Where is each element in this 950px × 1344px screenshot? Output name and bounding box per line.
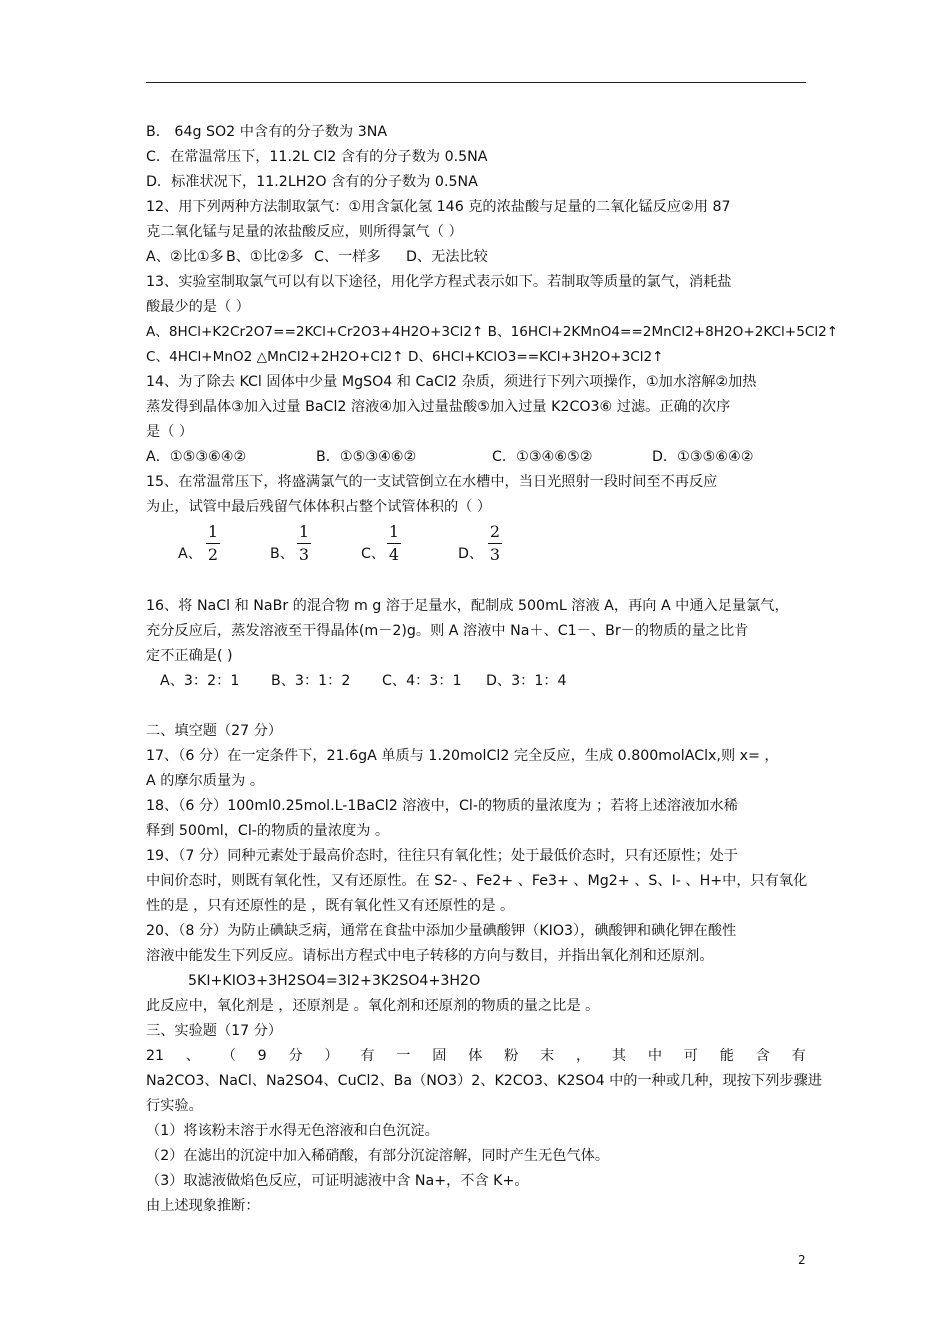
q19-line-1: 19、（7 分）同种元素处于最高价态时，往往只有氧化性；处于最低价态时，只有还原性；处于 bbox=[146, 848, 738, 864]
fraction-bar bbox=[387, 543, 401, 544]
q12-stem-2: 克二氧化锰与足量的浓盐酸反应，则所得氯气（ ） bbox=[146, 224, 463, 240]
q11-option-d: D．标准状况下，11.2LH2O 含有的分子数为 0.5NA bbox=[146, 174, 478, 190]
q20-line-3: 此反应中，氧化剂是 ，还原剂是 。氧化剂和还原剂的物质的量之比是 。 bbox=[146, 998, 600, 1014]
q21-token: 一 bbox=[396, 1048, 411, 1064]
q16-option-b: B、3：1：2 bbox=[271, 673, 351, 689]
q13-options-ab: A、8HCl+K2Cr2O7==2KCl+Cr2O3+4H2O+3Cl2↑ B、16HCl+2KMnO4==2MnCl2+8H2O+2KCl+5Cl2↑ bbox=[146, 324, 839, 340]
q12-option-a: A、②比①多 bbox=[146, 249, 224, 265]
q21-step-2: （2）在滤出的沉淀中加入稀硝酸，有部分沉淀溶解，同时产生无色气体。 bbox=[146, 1148, 610, 1164]
q16-option-d: D、3：1：4 bbox=[486, 673, 567, 689]
q13-stem-1: 13、实验室制取氯气可以有以下途径，用化学方程式表示如下。若制取等质量的氯气，消耗盐 bbox=[146, 274, 732, 290]
q19-line-3: 性的是 ，只有还原性的是 ，既有氧化性又有还原性的是 。 bbox=[146, 898, 515, 914]
q21-token: 、 bbox=[185, 1048, 200, 1064]
q14-stem-2: 蒸发得到晶体③加入过量 BaCl2 溶液④加入过量盐酸⑤加入过量 K2CO3⑥ 过滤。正确的次序 bbox=[146, 399, 731, 415]
q21-token: ， bbox=[575, 1048, 591, 1064]
fraction-numerator: 2 bbox=[489, 522, 501, 541]
q15-option-c-label: C、 bbox=[361, 546, 386, 562]
q19-line-2: 中间价态时，则既有氧化性，又有还原性。在 S2- 、Fe2+ 、Fe3+ 、Mg2+ 、S、I- 、H+中，只有氧化 bbox=[146, 873, 808, 889]
q20-line-2: 溶液中能发生下列反应。请标出方程式中电子转移的方向与数目，并指出氧化剂和还原剂。 bbox=[146, 948, 714, 964]
q21-token: 能 bbox=[719, 1048, 734, 1064]
q16-option-a: A、3：2：1 bbox=[160, 673, 240, 689]
q13-options-cd: C、4HCl+MnO2 △MnCl2+2H2O+Cl2↑ D、6HCl+KClO3==KCl+3H2O+3Cl2↑ bbox=[146, 349, 664, 365]
fraction-numerator: 1 bbox=[388, 522, 400, 541]
q15-option-a-label: A、 bbox=[178, 546, 202, 562]
q21-token: 9 bbox=[257, 1048, 267, 1064]
q18-line-2: 释到 500ml，Cl-的物质的量浓度为 。 bbox=[146, 823, 390, 839]
q20-line-1: 20、（8 分）为防止碘缺乏病，通常在食盐中添加少量碘酸钾（KIO3），碘酸钾和碘化钾在酸性 bbox=[146, 923, 737, 939]
fraction-bar bbox=[206, 543, 220, 544]
q21-token: 中 bbox=[647, 1048, 663, 1064]
q21-step-1: （1）将该粉末溶于水得无色溶液和白色沉淀。 bbox=[146, 1123, 439, 1139]
q15-option-c-fraction bbox=[387, 522, 401, 565]
fraction-numerator: 1 bbox=[207, 522, 219, 541]
q16-stem-1: 16、将 NaCl 和 NaBr 的混合物 m g 溶于足量水，配制成 500mL 溶液 A，再向 A 中通入足量氯气， bbox=[146, 598, 789, 614]
q18-line-1: 18、（6 分）100ml0.25mol.L-1BaCl2 溶液中，Cl-的物质的量浓度为 ；若将上述溶液加水稀 bbox=[146, 798, 738, 814]
q17-line-2: A 的摩尔质量为 。 bbox=[146, 773, 265, 789]
q21-step-3: （3）取滤液做焰色反应，可证明滤液中含 Na+，不含 K+。 bbox=[146, 1173, 529, 1189]
q21-token: 分 bbox=[288, 1048, 303, 1064]
q12-option-c: C、一样多 bbox=[314, 249, 381, 265]
q21-token: 可 bbox=[683, 1048, 698, 1064]
fraction-bar bbox=[297, 543, 311, 544]
q15-option-d-label: D、 bbox=[458, 546, 484, 562]
q16-stem-3: 定不正确是( ) bbox=[146, 648, 233, 664]
q15-option-a-fraction bbox=[206, 522, 220, 565]
q12-option-d: D、无法比较 bbox=[406, 249, 488, 265]
q16-stem-2: 充分反应后，蒸发溶液至干得晶体(m－2)g。则 A 溶液中 Na＋、C1－、Br－的物质的量之比肯 bbox=[146, 623, 749, 639]
q14-option-c: C．①③④⑥⑤② bbox=[492, 449, 593, 465]
document-body bbox=[146, 120, 839, 1219]
q21-token: 末 bbox=[540, 1048, 555, 1064]
q15-stem-1: 15、在常温常压下，将盛满氯气的一支试管倒立在水槽中，当日光照射一段时间至不再反应 bbox=[146, 474, 718, 490]
q20-equation: 5KI+KIO3+3H2SO4=3I2+3K2SO4+3H2O bbox=[188, 973, 481, 989]
q14-option-a: A．①⑤③⑥④② bbox=[146, 449, 247, 465]
fraction-denominator: 3 bbox=[298, 545, 310, 564]
q21-token: 固 bbox=[432, 1048, 447, 1064]
q21-line-1 bbox=[146, 1044, 810, 1069]
header-rule bbox=[146, 82, 806, 83]
q14-option-d: D．①③⑤⑥④② bbox=[652, 449, 754, 465]
q12-stem-1: 12、用下列两种方法制取氯气：①用含氯化氢 146 克的浓盐酸与足量的二氧化锰反应②用 87 bbox=[146, 199, 731, 215]
q14-option-b: B．①⑤③④⑥② bbox=[316, 449, 417, 465]
q16-options bbox=[146, 669, 810, 694]
q11-option-c: C．在常温常压下，11.2L Cl2 含有的分子数为 0.5NA bbox=[146, 149, 488, 165]
q13-stem-2: 酸最少的是（ ） bbox=[146, 299, 250, 315]
q12-options bbox=[146, 245, 810, 270]
q21-token: ） bbox=[324, 1048, 339, 1064]
q21-inference: 由上述现象推断： bbox=[146, 1198, 260, 1214]
q21-token: 含 bbox=[755, 1048, 770, 1064]
q16-option-c: C、4：3：1 bbox=[382, 673, 462, 689]
section-3-heading: 三、实验题（17 分） bbox=[146, 1023, 283, 1039]
q12-option-b: B、①比②多 bbox=[226, 249, 304, 265]
q15-options bbox=[146, 522, 810, 570]
fraction-denominator: 4 bbox=[388, 545, 400, 564]
q21-line-3: 行实验。 bbox=[146, 1098, 203, 1114]
q21-token: 有 bbox=[360, 1048, 375, 1064]
q21-token: 有 bbox=[791, 1048, 806, 1064]
q15-option-d-fraction bbox=[488, 522, 502, 565]
page-number: 2 bbox=[798, 1253, 806, 1267]
q21-token: 其 bbox=[611, 1048, 627, 1064]
q15-stem-2: 为止，试管中最后残留气体体积占整个试管体积的（ ） bbox=[146, 499, 492, 515]
fraction-denominator: 2 bbox=[207, 545, 219, 564]
q21-line-2: Na2CO3、NaCl、Na2SO4、CuCl2、Ba（NO3）2、K2CO3、K2SO4 中的一种或几种，现按下列步骤进 bbox=[146, 1073, 822, 1089]
q14-options bbox=[146, 445, 810, 470]
q21-token: 体 bbox=[468, 1048, 483, 1064]
q21-token: 粉 bbox=[504, 1048, 519, 1064]
section-2-heading: 二、填空题（27 分） bbox=[146, 723, 283, 739]
q17-line-1: 17、（6 分）在一定条件下，21.6gA 单质与 1.20molCl2 完全反应，生成 0.800molAClx,则 x= ， bbox=[146, 748, 779, 764]
q15-option-b-label: B、 bbox=[270, 546, 294, 562]
q15-option-b-fraction bbox=[297, 522, 311, 565]
q21-token: （ bbox=[221, 1048, 236, 1064]
q14-stem-3: 是（ ） bbox=[146, 424, 194, 440]
fraction-numerator: 1 bbox=[298, 522, 310, 541]
q21-token: 21 bbox=[146, 1048, 165, 1064]
fraction-bar bbox=[488, 543, 502, 544]
q11-option-b: B． 64g SO2 中含有的分子数为 3NA bbox=[146, 124, 388, 140]
q14-stem-1: 14、为了除去 KCl 固体中少量 MgSO4 和 CaCl2 杂质，须进行下列六项操作，①加水溶解②加热 bbox=[146, 374, 757, 390]
fraction-denominator: 3 bbox=[489, 545, 501, 564]
